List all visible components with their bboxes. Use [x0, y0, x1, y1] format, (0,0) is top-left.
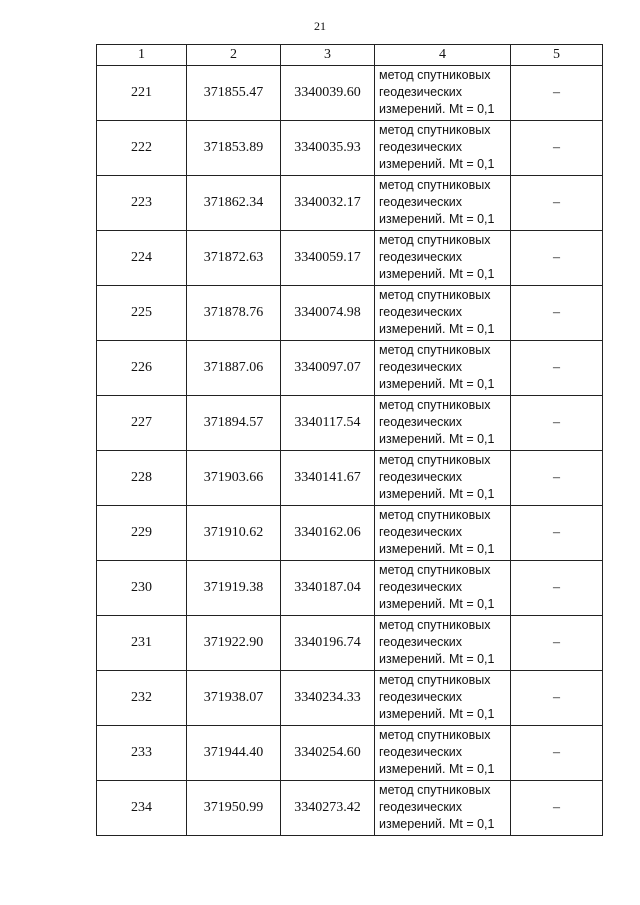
method-text-line-3: измерений. Mt = 0,1: [379, 542, 495, 556]
y-coordinate-cell: 3340196.74: [281, 616, 375, 671]
note-cell: –: [511, 506, 603, 561]
note-cell: –: [511, 671, 603, 726]
method-text-line-1: метод спутниковых: [379, 68, 491, 82]
table-body: [97, 66, 603, 836]
note-cell: –: [511, 726, 603, 781]
method-text-line-2: геодезических: [379, 470, 463, 484]
note-cell: –: [511, 341, 603, 396]
method-text-line-2: геодезических: [379, 415, 463, 429]
table-row: [97, 286, 603, 341]
x-coordinate-cell: 371878.76: [187, 286, 281, 341]
point-number-cell: 230: [97, 561, 187, 616]
note-cell: –: [511, 616, 603, 671]
method-text-line-1: метод спутниковых: [379, 563, 491, 577]
method-text-line-3: измерений. Mt = 0,1: [379, 597, 495, 611]
method-text-line-1: метод спутниковых: [379, 233, 491, 247]
y-coordinate-cell: 3340097.07: [281, 341, 375, 396]
method-text-line-2: геодезических: [379, 250, 463, 264]
method-text-line-2: геодезических: [379, 305, 463, 319]
table-row: [97, 561, 603, 616]
point-number-cell: 228: [97, 451, 187, 506]
method-cell: [375, 66, 511, 121]
point-number-cell: 232: [97, 671, 187, 726]
method-text-line-3: измерений. Mt = 0,1: [379, 432, 495, 446]
table-row: [97, 231, 603, 286]
method-text-line-1: метод спутниковых: [379, 728, 491, 742]
method-text-line-3: измерений. Mt = 0,1: [379, 652, 495, 666]
table-header-row: [97, 45, 603, 66]
table-row: [97, 726, 603, 781]
method-cell: [375, 781, 511, 836]
point-number-cell: 233: [97, 726, 187, 781]
point-number-cell: 223: [97, 176, 187, 231]
table-row: [97, 451, 603, 506]
y-coordinate-cell: 3340117.54: [281, 396, 375, 451]
method-text-line-3: измерений. Mt = 0,1: [379, 707, 495, 721]
method-cell: [375, 231, 511, 286]
method-text-line-2: геодезических: [379, 690, 463, 704]
method-text-line-2: геодезических: [379, 800, 463, 814]
method-text-line-1: метод спутниковых: [379, 508, 491, 522]
table-row: [97, 671, 603, 726]
x-coordinate-cell: 371887.06: [187, 341, 281, 396]
method-text-line-1: метод спутниковых: [379, 288, 491, 302]
method-text-line-3: измерений. Mt = 0,1: [379, 377, 495, 391]
method-cell: [375, 451, 511, 506]
table-row: [97, 396, 603, 451]
y-coordinate-cell: 3340234.33: [281, 671, 375, 726]
header-col-5: 5: [511, 45, 603, 66]
x-coordinate-cell: 371853.89: [187, 121, 281, 176]
y-coordinate-cell: 3340162.06: [281, 506, 375, 561]
point-number-cell: 226: [97, 341, 187, 396]
table-row: [97, 781, 603, 836]
header-col-1: 1: [97, 45, 187, 66]
note-cell: –: [511, 66, 603, 121]
point-number-cell: 234: [97, 781, 187, 836]
point-number-cell: 221: [97, 66, 187, 121]
method-cell: [375, 671, 511, 726]
table-row: [97, 616, 603, 671]
method-text-line-3: измерений. Mt = 0,1: [379, 817, 495, 831]
point-number-cell: 227: [97, 396, 187, 451]
method-cell: [375, 121, 511, 176]
method-text-line-2: геодезических: [379, 525, 463, 539]
method-cell: [375, 561, 511, 616]
method-text-line-2: геодезических: [379, 360, 463, 374]
y-coordinate-cell: 3340074.98: [281, 286, 375, 341]
header-col-3: 3: [281, 45, 375, 66]
note-cell: –: [511, 396, 603, 451]
note-cell: –: [511, 561, 603, 616]
header-col-2: 2: [187, 45, 281, 66]
method-text-line-2: геодезических: [379, 580, 463, 594]
x-coordinate-cell: 371922.90: [187, 616, 281, 671]
coordinates-table: [96, 44, 603, 836]
method-cell: [375, 396, 511, 451]
y-coordinate-cell: 3340035.93: [281, 121, 375, 176]
method-text-line-2: геодезических: [379, 745, 463, 759]
y-coordinate-cell: 3340039.60: [281, 66, 375, 121]
x-coordinate-cell: 371855.47: [187, 66, 281, 121]
x-coordinate-cell: 371938.07: [187, 671, 281, 726]
method-text-line-1: метод спутниковых: [379, 618, 491, 632]
method-text-line-1: метод спутниковых: [379, 123, 491, 137]
method-text-line-3: измерений. Mt = 0,1: [379, 102, 495, 116]
y-coordinate-cell: 3340059.17: [281, 231, 375, 286]
method-text-line-2: геодезических: [379, 85, 463, 99]
table-row: [97, 66, 603, 121]
x-coordinate-cell: 371919.38: [187, 561, 281, 616]
note-cell: –: [511, 231, 603, 286]
y-coordinate-cell: 3340187.04: [281, 561, 375, 616]
table-row: [97, 506, 603, 561]
method-text-line-1: метод спутниковых: [379, 673, 491, 687]
note-cell: –: [511, 286, 603, 341]
method-cell: [375, 616, 511, 671]
y-coordinate-cell: 3340032.17: [281, 176, 375, 231]
x-coordinate-cell: 371950.99: [187, 781, 281, 836]
point-number-cell: 224: [97, 231, 187, 286]
method-text-line-2: геодезических: [379, 140, 463, 154]
method-cell: [375, 726, 511, 781]
method-text-line-1: метод спутниковых: [379, 178, 491, 192]
method-text-line-3: измерений. Mt = 0,1: [379, 487, 495, 501]
method-text-line-1: метод спутниковых: [379, 343, 491, 357]
note-cell: –: [511, 121, 603, 176]
method-text-line-1: метод спутниковых: [379, 398, 491, 412]
y-coordinate-cell: 3340273.42: [281, 781, 375, 836]
header-col-4: 4: [375, 45, 511, 66]
method-cell: [375, 176, 511, 231]
note-cell: –: [511, 176, 603, 231]
table-row: [97, 121, 603, 176]
method-text-line-2: геодезических: [379, 195, 463, 209]
x-coordinate-cell: 371894.57: [187, 396, 281, 451]
page-number: 21: [314, 19, 326, 33]
table-row: [97, 341, 603, 396]
y-coordinate-cell: 3340141.67: [281, 451, 375, 506]
point-number-cell: 229: [97, 506, 187, 561]
y-coordinate-cell: 3340254.60: [281, 726, 375, 781]
point-number-cell: 231: [97, 616, 187, 671]
method-cell: [375, 286, 511, 341]
x-coordinate-cell: 371944.40: [187, 726, 281, 781]
method-text-line-3: измерений. Mt = 0,1: [379, 212, 495, 226]
method-text-line-2: геодезических: [379, 635, 463, 649]
method-text-line-1: метод спутниковых: [379, 783, 491, 797]
method-text-line-3: измерений. Mt = 0,1: [379, 762, 495, 776]
method-text-line-3: измерений. Mt = 0,1: [379, 157, 495, 171]
method-text-line-1: метод спутниковых: [379, 453, 491, 467]
x-coordinate-cell: 371903.66: [187, 451, 281, 506]
x-coordinate-cell: 371872.63: [187, 231, 281, 286]
point-number-cell: 222: [97, 121, 187, 176]
note-cell: –: [511, 451, 603, 506]
method-cell: [375, 341, 511, 396]
x-coordinate-cell: 371910.62: [187, 506, 281, 561]
method-text-line-3: измерений. Mt = 0,1: [379, 267, 495, 281]
point-number-cell: 225: [97, 286, 187, 341]
note-cell: –: [511, 781, 603, 836]
method-cell: [375, 506, 511, 561]
x-coordinate-cell: 371862.34: [187, 176, 281, 231]
table-row: [97, 176, 603, 231]
method-text-line-3: измерений. Mt = 0,1: [379, 322, 495, 336]
